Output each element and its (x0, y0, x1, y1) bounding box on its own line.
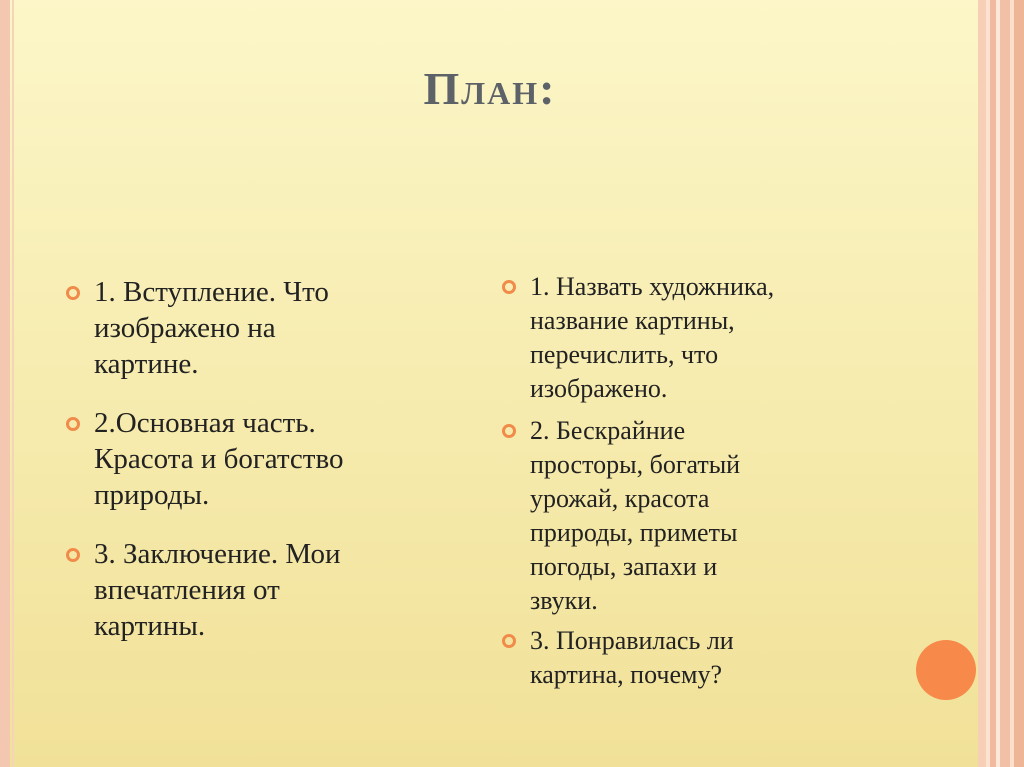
ring-bullet-icon (64, 548, 84, 568)
right-frame-stripes (978, 0, 1024, 767)
right-item-text: 3. Понравилась ли картина, почему? (530, 626, 734, 689)
right-list-item (500, 270, 774, 406)
right-item-text: 2. Бескрайние просторы, богатый урожай, красота природы, приметы погоды, запахи и звуки. (530, 416, 741, 615)
orange-circle-decoration (916, 640, 976, 700)
right-item-text: 1. Назвать художника, название картины, перечислить, что изображено. (530, 272, 775, 403)
left-item-text: 2.Основная часть. Красота и богатство природы. (94, 407, 344, 511)
ring-bullet-icon (64, 286, 84, 306)
left-frame-line (12, 0, 14, 767)
left-frame-border (0, 0, 10, 767)
ring-bullet-icon (500, 280, 520, 300)
right-list-item (500, 624, 734, 692)
left-item-text: 3. Заключение. Мои впечатления от картины. (94, 538, 341, 642)
slide-title: План: (423, 63, 557, 114)
ring-bullet-icon (500, 634, 520, 654)
left-list-item (64, 405, 343, 513)
ring-bullet-icon (64, 417, 84, 437)
right-list-item (500, 414, 740, 618)
ring-bullet-icon (500, 424, 520, 444)
left-list-item (64, 536, 340, 644)
left-item-text: 1. Вступление. Что изображено на картине. (94, 276, 329, 380)
left-list-item (64, 274, 329, 382)
